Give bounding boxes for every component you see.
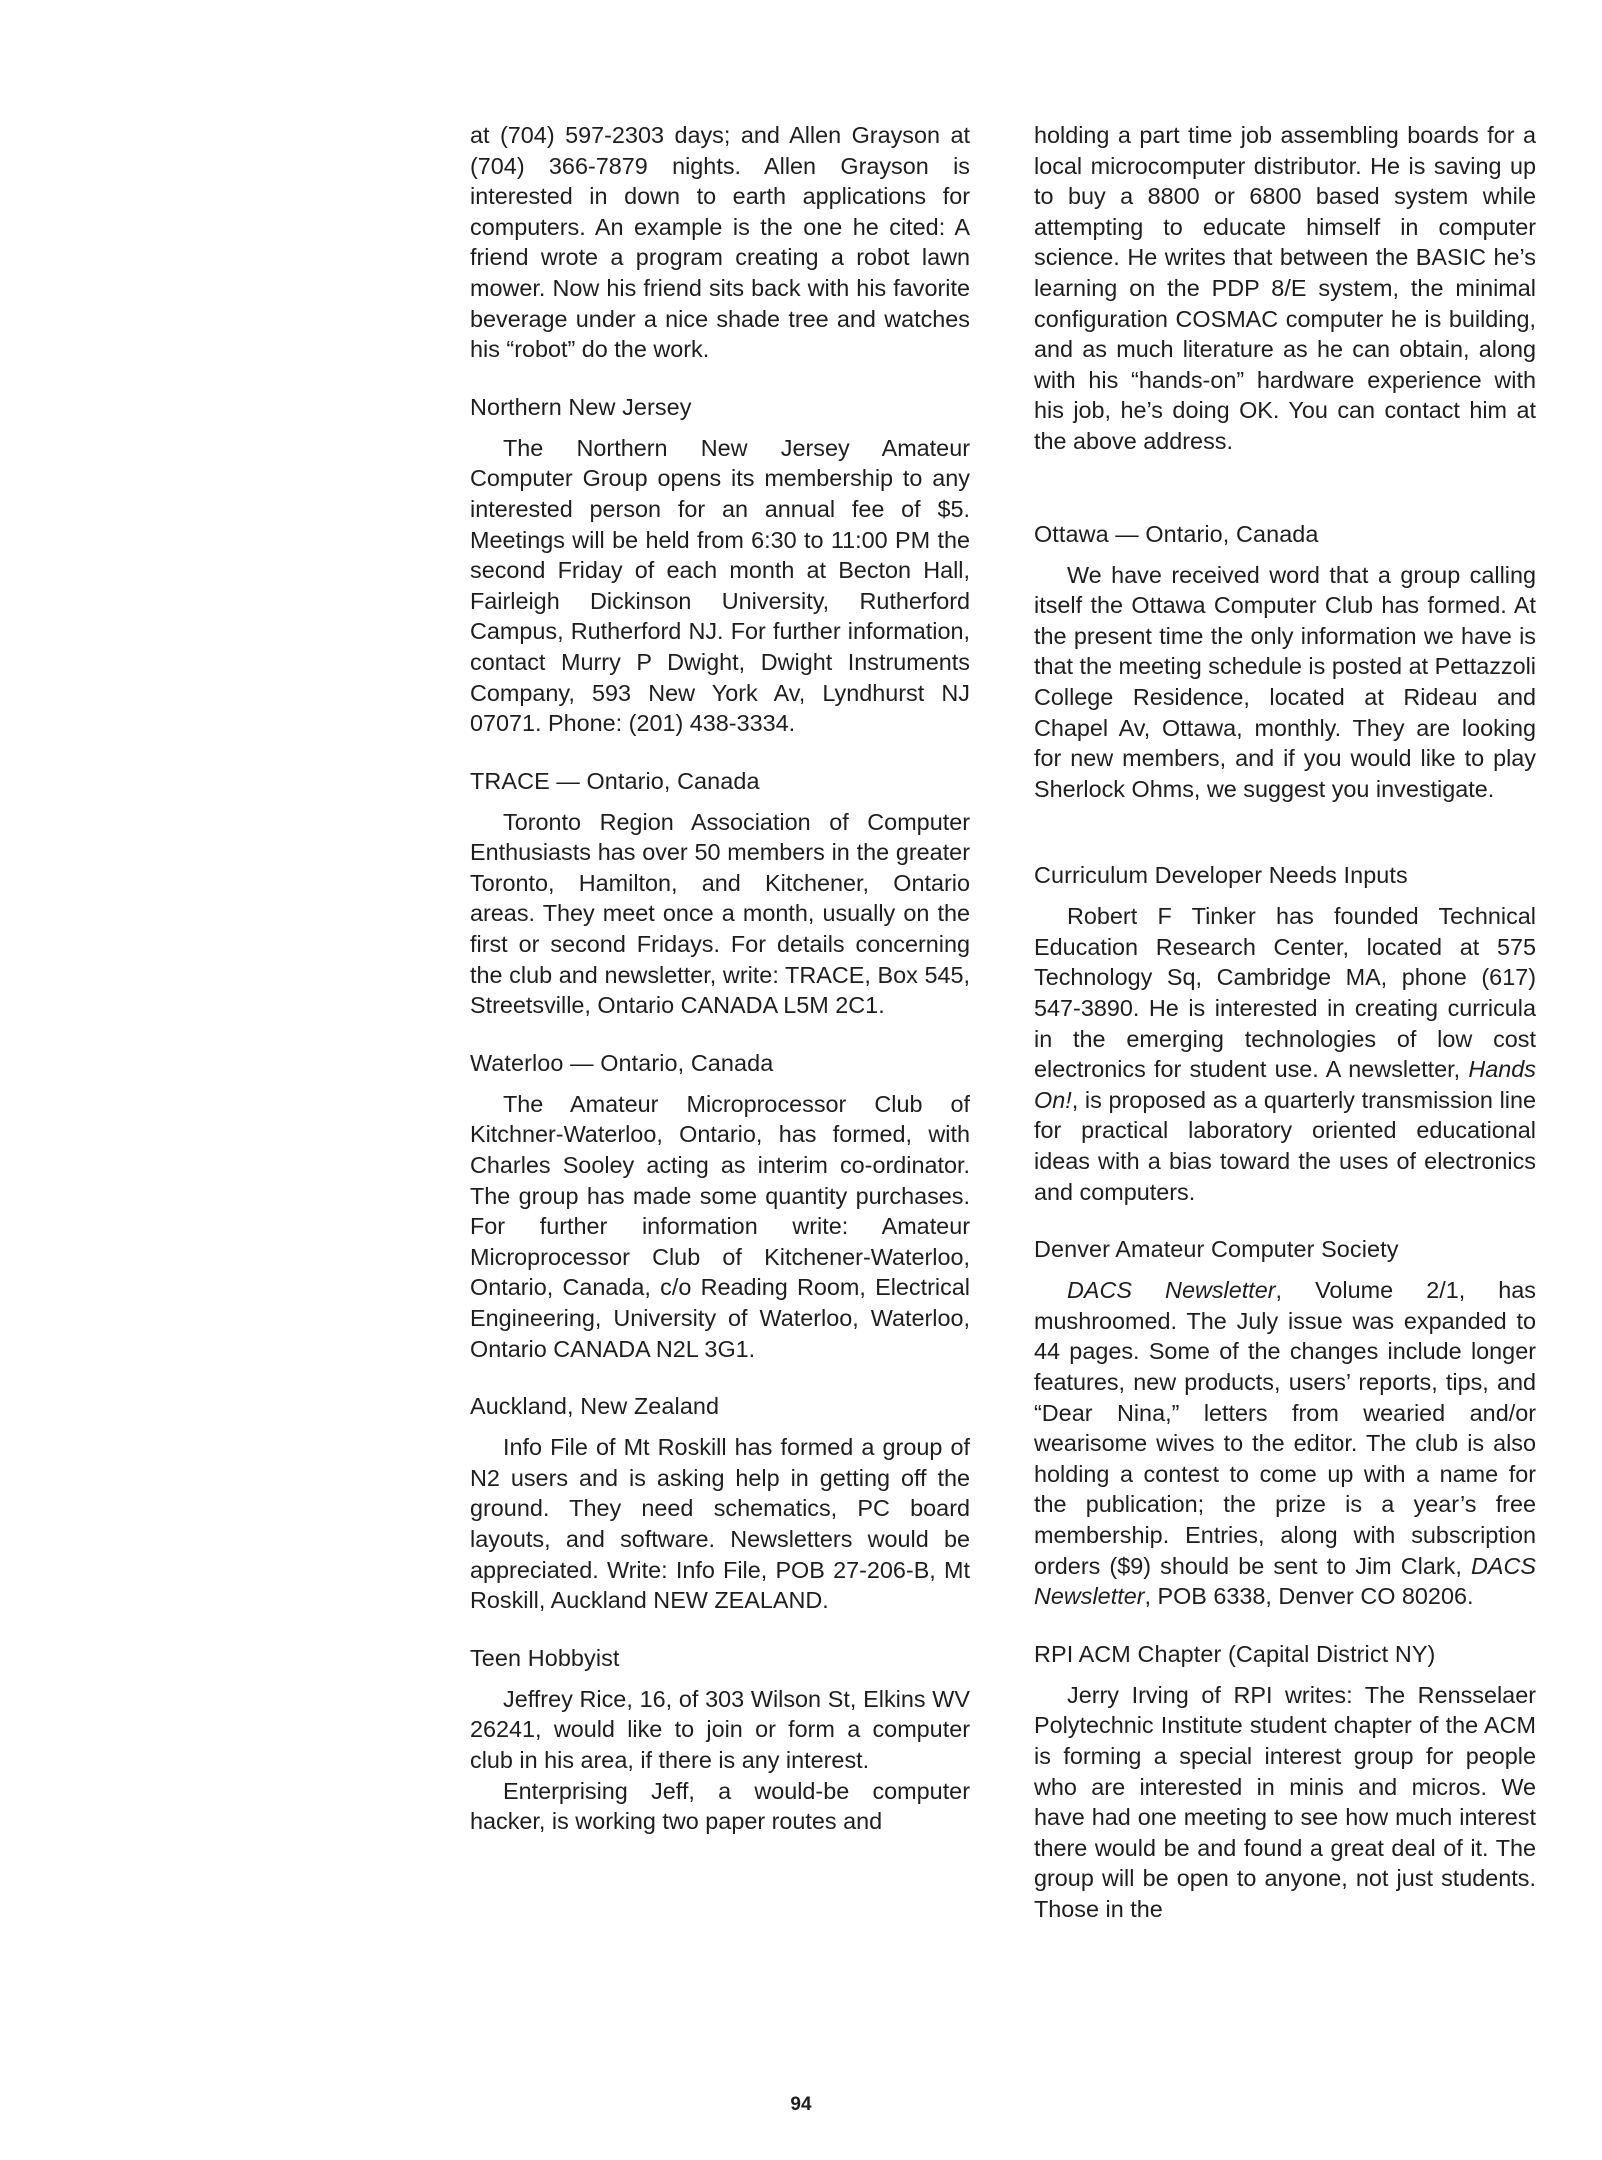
newsletter-title: Hands On! xyxy=(1034,1056,1536,1113)
section-body: Enterprising Jeff, a would-be computer hacker, is working two paper routes and xyxy=(470,1777,970,1835)
section-heading: Waterloo — Ontario, Canada xyxy=(470,1049,774,1076)
section-body: Info File of Mt Roskill has formed a group of N2 users and is asking help in getting off the ground. They need schematics, PC board layouts, and software. Newsletters would be appreciated. Write: Info File, POB 27-206-B, Mt Roskill, Auckland NEW ZEALAND. xyxy=(470,1434,970,1614)
section-heading: Auckland, New Zealand xyxy=(470,1393,720,1420)
body-text: , Volume 2/1, has mushroomed. The July issue was expanded to 44 pages. Some of the changes include longer features, new products, users’ reports, tips, and “Dear Nina,” letters from wearied and/or wearisome wives to the editor. The club is also holding a contest to come up with a name for the publication; the prize is a year’s free membership. Entries, along with subscription orders ($9) should be sent to Jim Clark, xyxy=(1034,1277,1536,1579)
page-number: 94 xyxy=(790,2094,812,2115)
section-northern-new-jersey xyxy=(470,392,970,739)
section-ottawa xyxy=(1034,519,1536,805)
section-heading: Northern New Jersey xyxy=(470,393,692,420)
intro-paragraph: at (704) 597-2303 days; and Allen Grayson at (704) 366-7879 nights. Allen Grayson is interested in down to earth applications for computers. An example is the one he cited: A friend wrote a program creating a robot lawn mower. Now his friend sits back with his favorite beverage under a nice shade tree and watches his “robot” do the work. xyxy=(470,122,970,363)
newsletter-title: DACS Newsletter xyxy=(1067,1277,1276,1304)
section-heading: Denver Amateur Computer Society xyxy=(1034,1236,1399,1263)
section-heading: Curriculum Developer Needs Inputs xyxy=(1034,862,1408,889)
section-heading: Teen Hobbyist xyxy=(470,1644,620,1671)
section-auckland xyxy=(470,1391,970,1616)
section-body xyxy=(1034,901,1536,1207)
body-text: , is proposed as a quarterly transmission line for practical laboratory oriented educational ideas with a bias toward the uses of electronics and computers. xyxy=(1034,1086,1536,1205)
body-text: , POB 6338, Denver CO 80206. xyxy=(1144,1583,1474,1610)
body-text: Robert F Tinker has founded Technical Education Research Center, located at 575 Technology Sq, Cambridge MA, phone (617) 547-3890. He is interested in creating curricula in the emerging technologies of low cost electronics for student use. A newsletter, xyxy=(1034,903,1536,1083)
section-body: Jerry Irving of RPI writes: The Rensselaer Polytechnic Institute student chapter of the ACM is forming a special interest group for people who are interested in minis and micros. We have had one meeting to see how much interest there would be and found a great deal of it. The group will be open to anyone, not just students. Those in the xyxy=(1034,1681,1536,1922)
newsletter-title: DACS Newsletter xyxy=(1034,1552,1536,1610)
section-heading: TRACE — Ontario, Canada xyxy=(470,767,760,794)
section-denver xyxy=(1034,1234,1536,1612)
section-curriculum xyxy=(1034,860,1536,1207)
section-waterloo xyxy=(470,1048,970,1364)
section-body: Toronto Region Association of Computer Enthusiasts has over 50 members in the greater Toronto, Hamilton, and Kitchener, Ontario areas. They meet once a month, usually on the first or second Fridays. For details concerning the club and newsletter, write: TRACE, Box 545, Streetsville, Ontario CANADA L5M 2C1. xyxy=(470,808,970,1019)
section-heading: RPI ACM Chapter (Capital District NY) xyxy=(1034,1640,1436,1667)
section-body: Jeffrey Rice, 16, of 303 Wilson St, Elkins WV 26241, would like to join or form a computer club in his area, if there is any interest. xyxy=(470,1685,970,1773)
section-body: The Northern New Jersey Amateur Computer Group opens its membership to any interested person for an annual fee of $5. Meetings will be held from 6:30 to 11:00 PM the second Friday of each month at Becton Hall, Fairleigh Dickinson University, Rutherford Campus, Rutherford NJ. For further information, contact Murry P Dwight, Dwight Instruments Company, 593 New York Av, Lyndhurst NJ 07071. Phone: (201) 438-3334. xyxy=(470,434,970,737)
left-column xyxy=(470,120,970,1837)
section-heading: Ottawa — Ontario, Canada xyxy=(1034,520,1319,547)
continuation-paragraph: holding a part time job assembling boards for a local microcomputer distributor. He is saving up to buy a 8800 or 6800 based system while attempting to educate himself in computer science. He writes that between the BASIC he’s learning on the PDP 8/E system, the minimal configuration COSMAC computer he is building, and as much literature as he can obtain, along with his “hands-on” hardware experience with his job, he’s doing OK. You can contact him at the above address. xyxy=(1034,122,1536,454)
section-body: We have received word that a group calling itself the Ottawa Computer Club has formed. At the present time the only information we have is that the meeting schedule is posted at Pettazzoli College Residence, located at Rideau and Chapel Av, Ottawa, monthly. They are looking for new members, and if you would like to play Sherlock Ohms, we suggest you investigate. xyxy=(1034,561,1536,802)
section-teen-hobbyist xyxy=(470,1643,970,1837)
section-body: The Amateur Microprocessor Club of Kitchner-Waterloo, Ontario, has formed, with Charles Sooley acting as interim co-ordinator. The group has made some quantity purchases. For further information write: Amateur Microprocessor Club of Kitchener-Waterloo, Ontario, Canada, c/o Reading Room, Electrical Engineering, University of Waterloo, Waterloo, Ontario CANADA N2L 3G1. xyxy=(470,1090,970,1362)
section-body xyxy=(1034,1275,1536,1612)
section-trace xyxy=(470,766,970,1021)
right-column xyxy=(1034,120,1536,1925)
section-rpi xyxy=(1034,1639,1536,1925)
